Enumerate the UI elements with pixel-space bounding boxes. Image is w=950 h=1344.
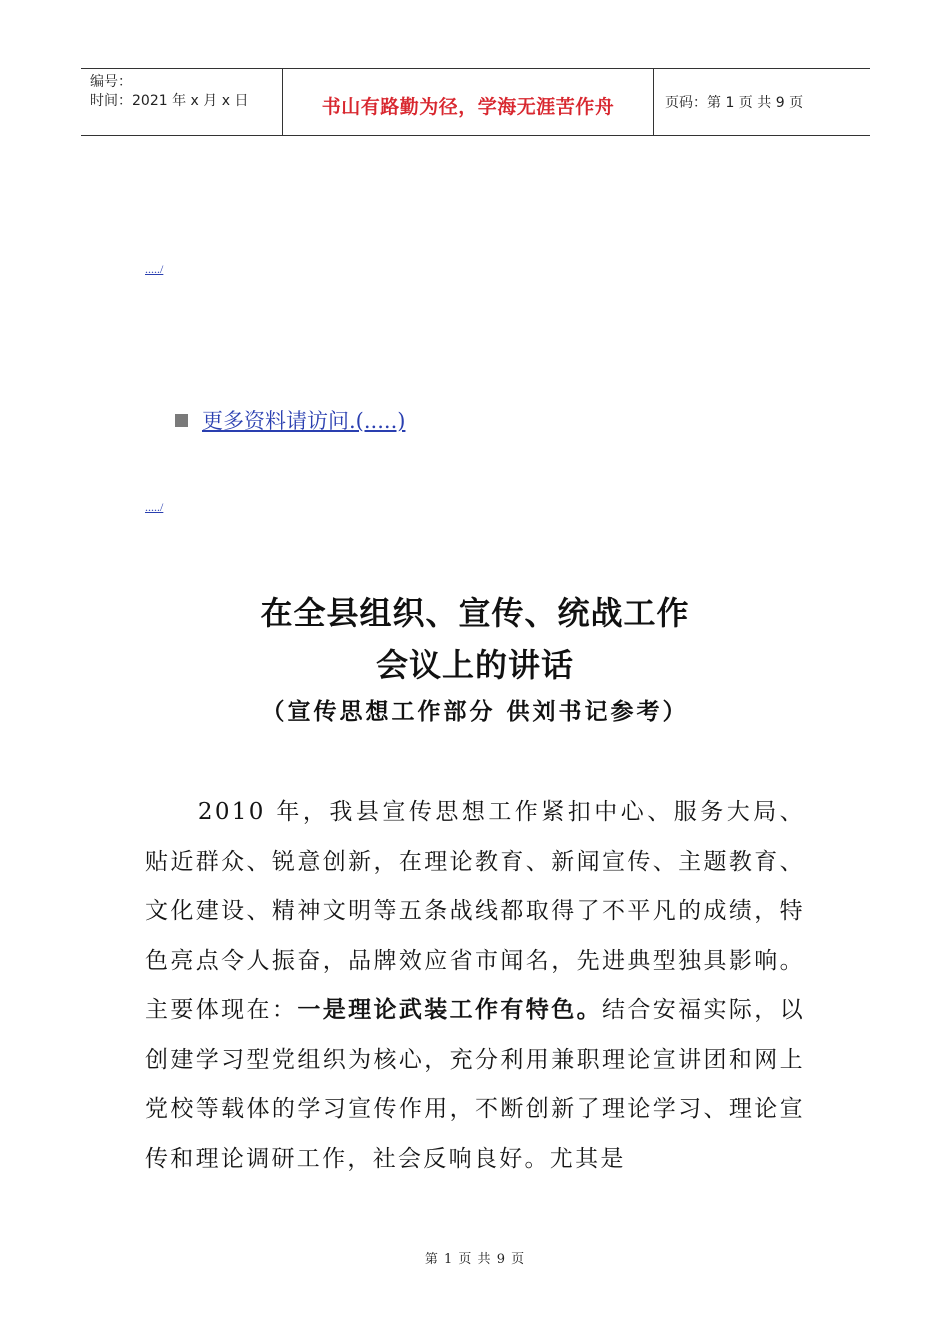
header-page-info: 页码：第 1 页 共 9 页 [665,95,804,111]
document-title-line-2: 会议上的讲话 [375,646,574,684]
bottom-small-link[interactable]: ...../ [145,500,164,514]
header-page-cell [654,69,870,135]
date-label: 时间：2021 年 x 月 x 日 [90,93,249,109]
header-motto: 书山有路勤为径，学海无涯苦作舟 [321,95,615,118]
document-subtitle: （宣传思想工作部分 供刘书记参考） [261,699,689,725]
number-label: 编号： [90,74,132,90]
header-motto-cell [282,69,654,135]
more-resources-line [175,405,405,435]
more-resources-link[interactable]: 更多资料请访问.(.....) [202,409,406,433]
header-meta-cell [81,69,282,135]
body-emphasis: 一是理论武装工作有特色。 [297,997,602,1023]
body-text-part-1: 2010 年，我县宣传思想工作紧扣中心、服务大局、贴近群众、锐意创新，在理论教育、新闻宣传、主题教育、文化建设、精神文明等五条战线都取得了不平凡的成绩，特色亮点令人振奋，品牌效应省市闻名，先进典型独具影响。主要体现在： [145,799,805,1023]
document-header [81,68,870,136]
body-paragraph [145,788,805,1184]
document-title-line-1: 在全县组织、宣传、统战工作 [260,594,690,632]
page-footer: 第 1 页 共 9 页 [424,1252,526,1267]
square-bullet-icon [175,414,188,427]
top-small-link[interactable]: ...../ [145,262,164,276]
body-text-part-2: 结合安福实际，以创建学习型党组织为核心，充分利用兼职理论宣讲团和网上党校等载体的学习宣传作用，不断创新了理论学习、理论宣传和理论调研工作，社会反响良好。尤其是 [145,997,805,1172]
